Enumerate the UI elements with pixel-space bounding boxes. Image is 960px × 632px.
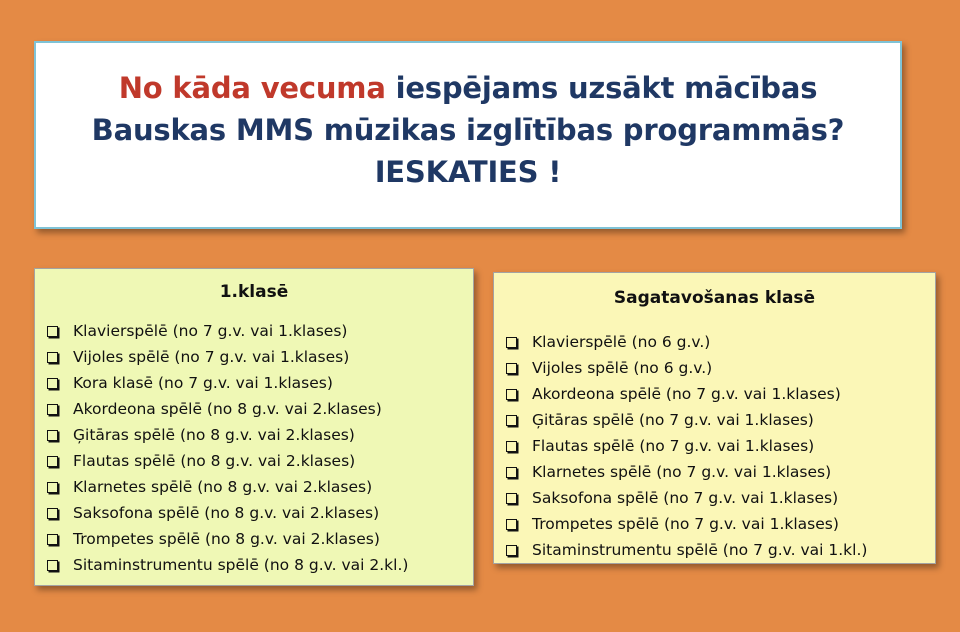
checkbox-icon	[506, 415, 517, 426]
checkbox-icon	[506, 545, 517, 556]
list-item	[47, 370, 473, 396]
list-item	[506, 537, 935, 563]
header-line-3: IESKATIES !	[374, 155, 562, 189]
list-item-label: Vijoles spēlē (no 7 g.v. vai 1.klases)	[73, 348, 350, 366]
first-class-panel	[34, 268, 474, 586]
list-item	[506, 329, 935, 355]
list-item	[47, 344, 473, 370]
checkbox-icon	[47, 534, 58, 545]
list-item	[506, 433, 935, 459]
list-item-label: Klavierspēlē (no 6 g.v.)	[532, 333, 711, 351]
list-item-label: Saksofona spēlē (no 7 g.v. vai 1.klases)	[532, 489, 839, 507]
list-item	[47, 422, 473, 448]
list-item-label: Klarnetes spēlē (no 8 g.v. vai 2.klases)	[73, 478, 373, 496]
list-item	[506, 407, 935, 433]
list-item	[47, 500, 473, 526]
list-item-label: Klavierspēlē (no 7 g.v. vai 1.klases)	[73, 322, 348, 340]
list-item-label: Akordeona spēlē (no 8 g.v. vai 2.klases)	[73, 400, 382, 418]
list-item	[506, 459, 935, 485]
checkbox-icon	[47, 352, 58, 363]
preparatory-class-panel	[493, 272, 936, 564]
checkbox-icon	[47, 326, 58, 337]
list-item-label: Flautas spēlē (no 8 g.v. vai 2.klases)	[73, 452, 356, 470]
checkbox-icon	[47, 560, 58, 571]
list-item-label: Saksofona spēlē (no 8 g.v. vai 2.klases)	[73, 504, 380, 522]
checkbox-icon	[506, 337, 517, 348]
checkbox-icon	[506, 519, 517, 530]
list-item	[506, 355, 935, 381]
checkbox-icon	[506, 389, 517, 400]
checkbox-icon	[47, 482, 58, 493]
first-class-list	[35, 318, 473, 578]
header-line-1	[36, 67, 900, 109]
list-item	[506, 485, 935, 511]
header-line-1-rest: iespējams uzsākt mācības	[385, 71, 818, 105]
header-line-2: Bauskas MMS mūzikas izglītības programmās?	[91, 113, 845, 147]
preparatory-class-list	[494, 329, 935, 563]
list-item	[47, 448, 473, 474]
checkbox-icon	[506, 363, 517, 374]
list-item-label: Kora klasē (no 7 g.v. vai 1.klases)	[73, 374, 333, 392]
list-item-label: Akordeona spēlē (no 7 g.v. vai 1.klases)	[532, 385, 841, 403]
list-item	[47, 318, 473, 344]
checkbox-icon	[47, 378, 58, 389]
list-item	[506, 511, 935, 537]
checkbox-icon	[506, 467, 517, 478]
list-item-label: Sitaminstrumentu spēlē (no 7 g.v. vai 1.kl.)	[532, 541, 868, 559]
list-item-label: Flautas spēlē (no 7 g.v. vai 1.klases)	[532, 437, 815, 455]
checkbox-icon	[47, 508, 58, 519]
list-item	[47, 552, 473, 578]
preparatory-class-title: Sagatavošanas klasē	[613, 288, 816, 308]
checkbox-icon	[47, 456, 58, 467]
list-item-label: Ģitāras spēlē (no 7 g.v. vai 1.klases)	[532, 411, 814, 429]
list-item-label: Ģitāras spēlē (no 8 g.v. vai 2.klases)	[73, 426, 355, 444]
checkbox-icon	[47, 404, 58, 415]
checkbox-icon	[47, 430, 58, 441]
list-item-label: Klarnetes spēlē (no 7 g.v. vai 1.klases)	[532, 463, 832, 481]
list-item	[47, 396, 473, 422]
first-class-title: 1.klasē	[219, 282, 289, 302]
list-item-label: Trompetes spēlē (no 7 g.v. vai 1.klases)	[532, 515, 839, 533]
list-item	[47, 474, 473, 500]
list-item	[47, 526, 473, 552]
list-item-label: Sitaminstrumentu spēlē (no 8 g.v. vai 2.kl.)	[73, 556, 409, 574]
checkbox-icon	[506, 493, 517, 504]
list-item	[506, 381, 935, 407]
list-item-label: Trompetes spēlē (no 8 g.v. vai 2.klases)	[73, 530, 380, 548]
checkbox-icon	[506, 441, 517, 452]
header-box	[34, 41, 902, 229]
list-item-label: Vijoles spēlē (no 6 g.v.)	[532, 359, 713, 377]
header-accent-text: No kāda vecuma	[118, 71, 386, 105]
